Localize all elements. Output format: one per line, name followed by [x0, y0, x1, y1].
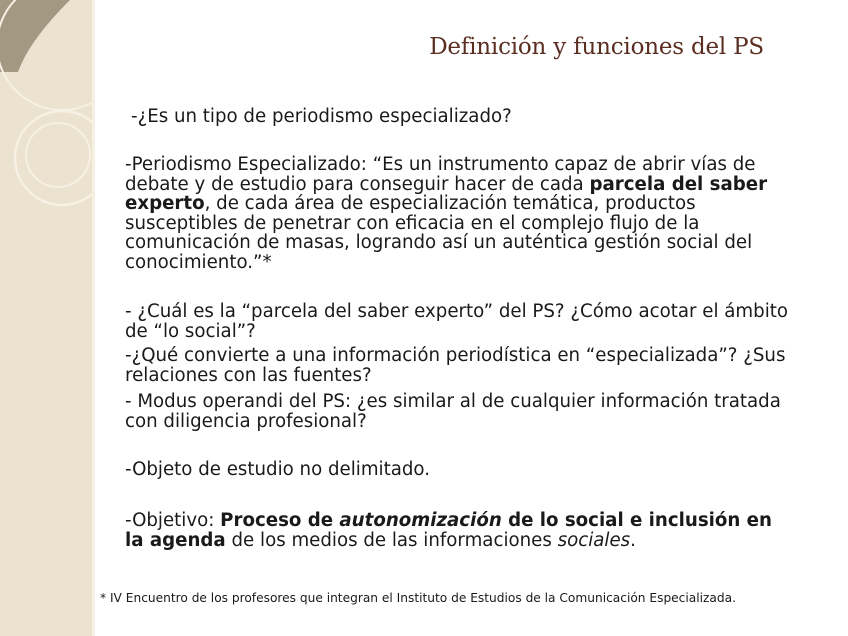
objetivo-end: . — [630, 529, 636, 551]
objetivo-paragraph — [125, 511, 795, 550]
question-4: - Modus operandi del PS: ¿es similar al de cualquier información tratada con diligencia profesional? — [125, 391, 781, 432]
objetivo-normal: de los medios de las informaciones — [225, 529, 558, 551]
decorative-circles — [0, 0, 92, 636]
definition-intro: -Periodismo Especializado: “Es un instrumento capaz de abrir vías de debate y de estudio para conseguir hacer de cada — [125, 154, 756, 195]
objetivo-label: -Objetivo: — [125, 510, 221, 531]
question-1: -¿Es un tipo de periodismo especializado? — [131, 106, 512, 127]
objetivo-italic: sociales — [557, 529, 631, 551]
decorative-sidebar — [0, 0, 92, 636]
objetivo-bold-2: de lo social e inclusión en la agenda — [125, 510, 772, 551]
question-2: - ¿Cuál es la “parcela del saber experto” del PS? ¿Cómo acotar el ámbito de “lo social”? — [125, 301, 788, 342]
objetivo-bold-1: Proceso de — [220, 510, 340, 531]
definition-paragraph — [125, 155, 795, 272]
slide-title: Definición y funciones del PS — [429, 34, 764, 60]
footnote: * IV Encuentro de los profesores que integran el Instituto de Estudios de la Comunicación Especializada. — [100, 591, 736, 605]
definition-bold: parcela del saber experto — [125, 173, 768, 214]
objetivo-bold-italic: autonomización — [339, 510, 502, 531]
objeto-line: -Objeto de estudio no delimitado. — [125, 459, 431, 480]
question-3: -¿Qué convierte a una información periodística en “especializada”? ¿Sus relaciones con las fuentes? — [125, 345, 786, 386]
sidebar-edge — [92, 0, 95, 636]
definition-rest: , de cada área de especialización temática, productos susceptibles de penetrar con eficacia en el complejo flujo de la comunicación de masas, logrando así un auténtica gestión social del conocimiento.”* — [125, 193, 753, 273]
